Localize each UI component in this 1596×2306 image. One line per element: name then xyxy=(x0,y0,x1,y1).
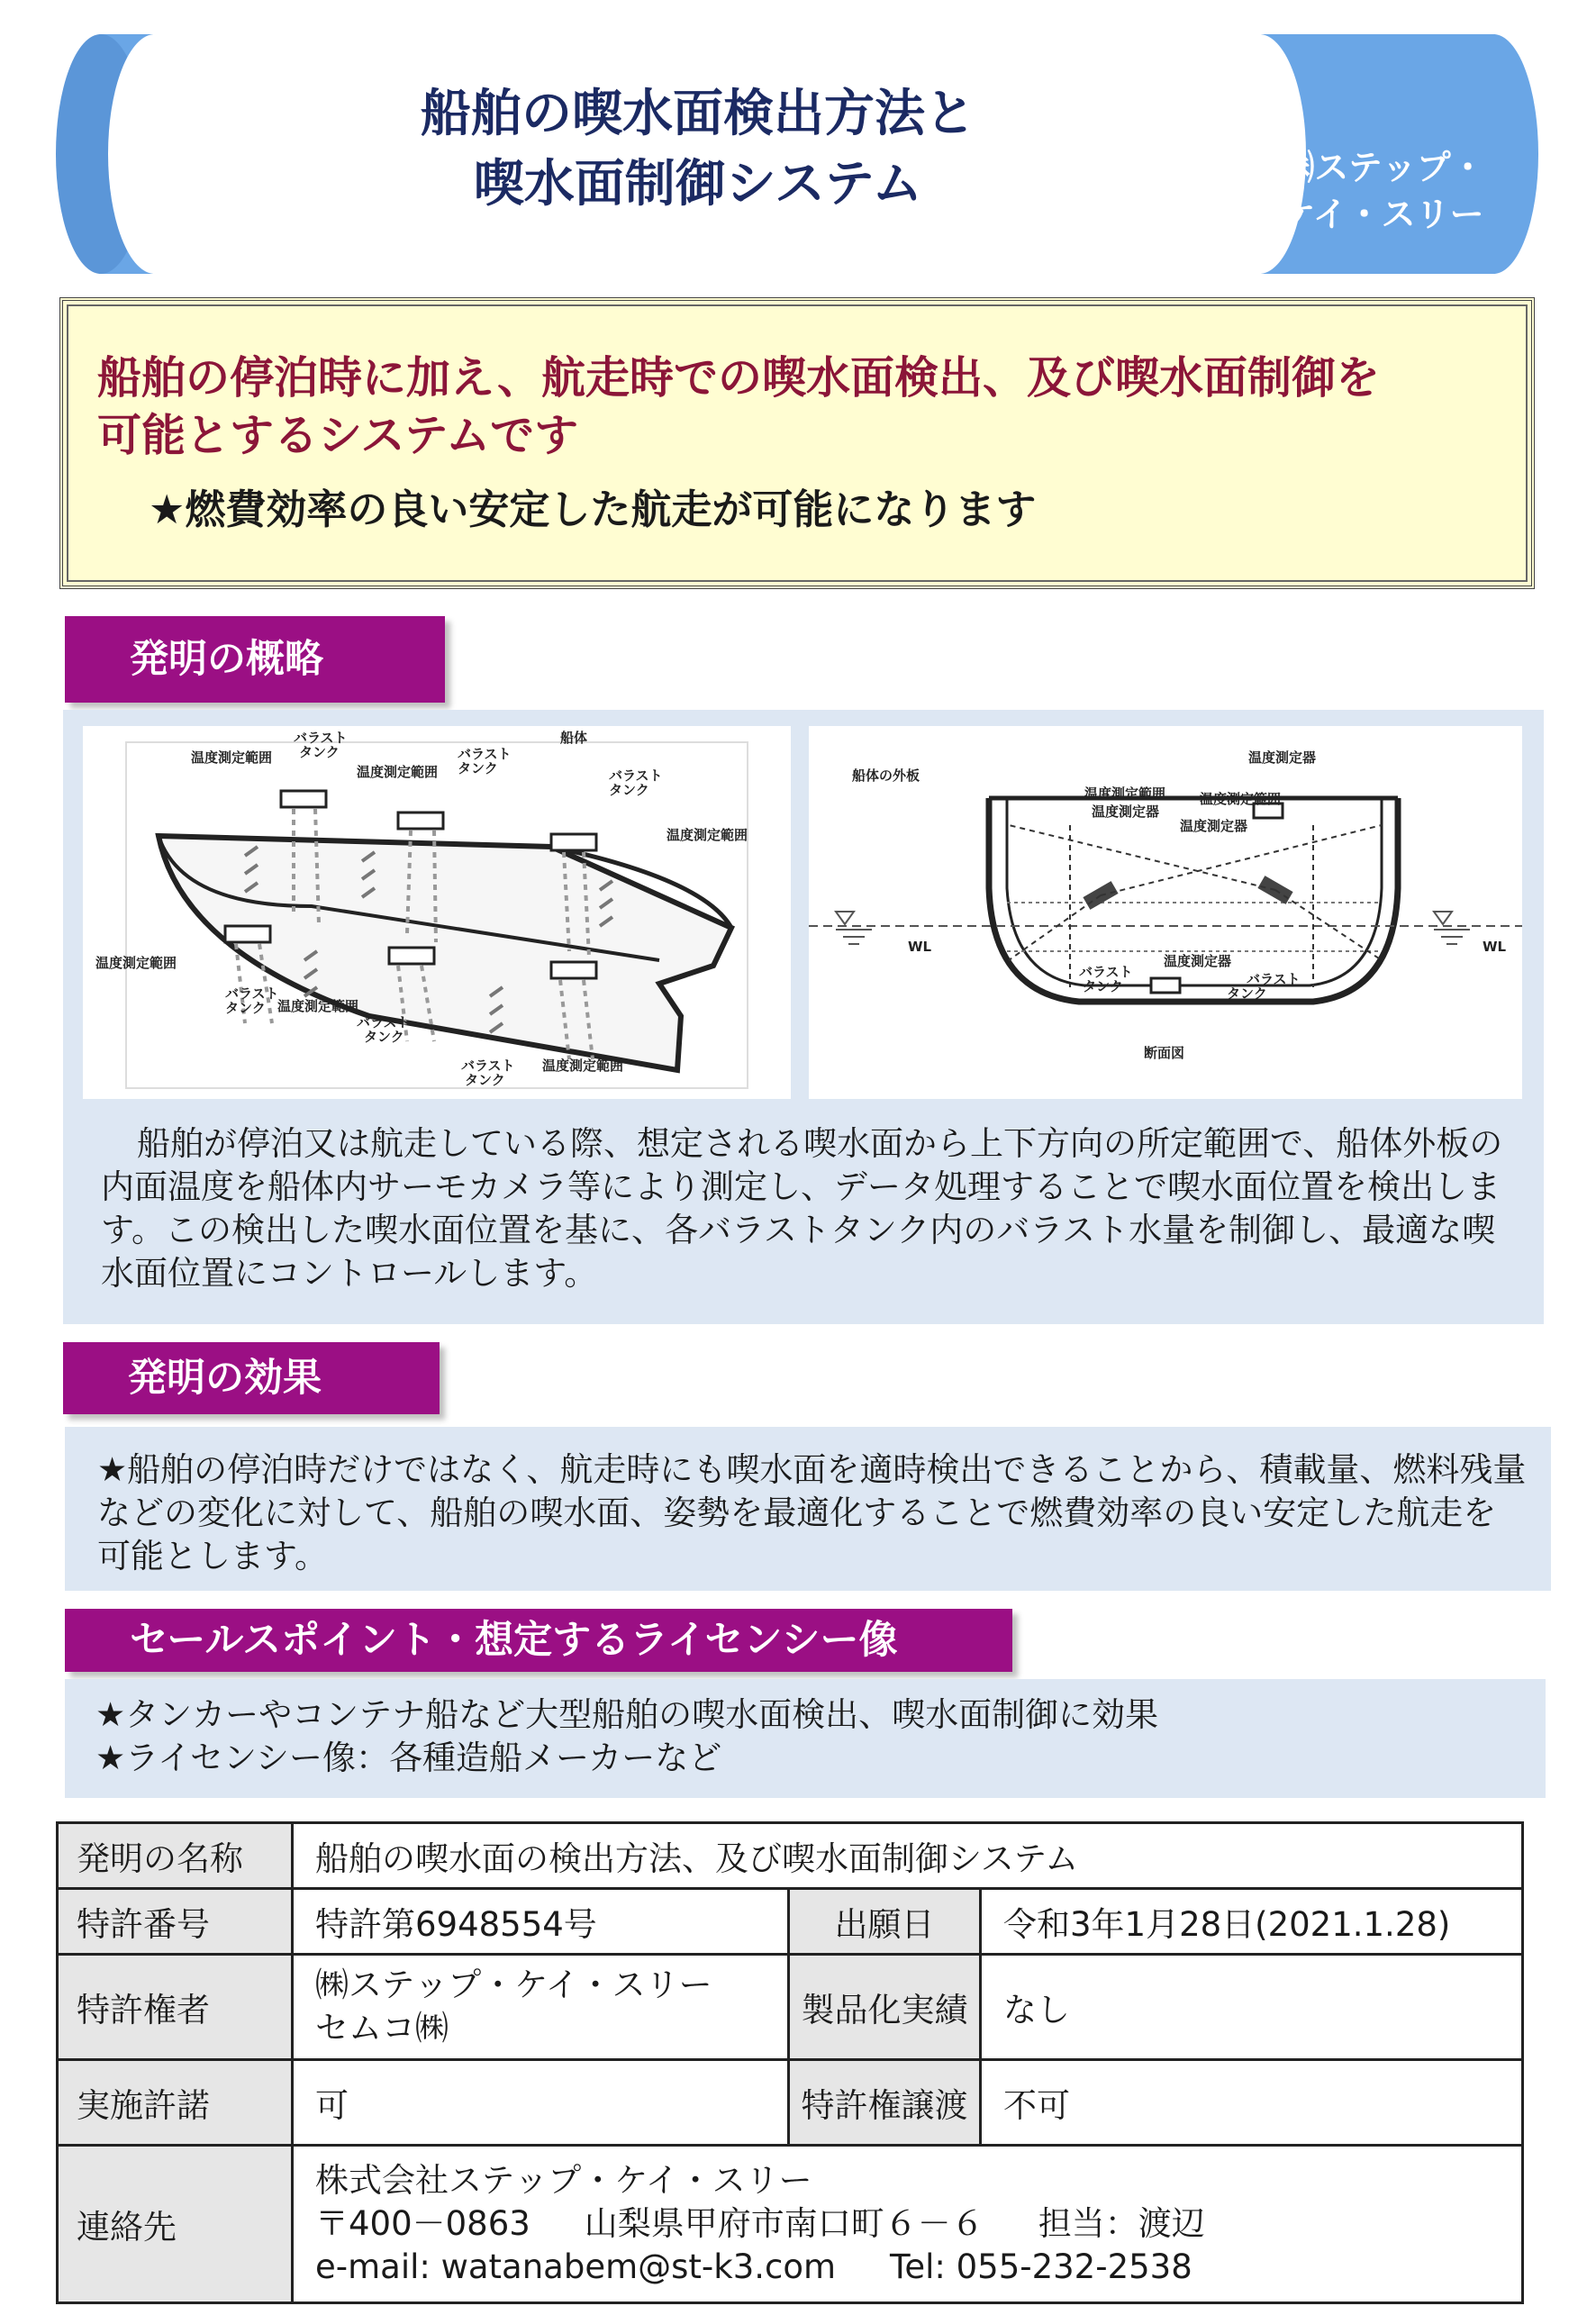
ship-section-figure xyxy=(809,726,1522,1099)
fig-label-ballast: バラスト xyxy=(225,985,279,1002)
fig-label-range: 温度測定範囲 xyxy=(95,955,177,971)
highlight-subtext: ★燃費効率の良い安定した航走が可能になります xyxy=(149,486,1037,533)
holder-line1: ㈱ステップ・ケイ・スリー xyxy=(315,1966,712,2004)
fig-label-range: 温度測定範囲 xyxy=(1084,785,1166,802)
filing-date-value: 令和3年1月28日(2021.1.28) xyxy=(981,1889,1523,1955)
section-heading-overview: 発明の概略 xyxy=(65,616,445,703)
table-row xyxy=(58,1889,1523,1955)
fig-label-hull: 船体 xyxy=(560,730,588,746)
fig-label-range: 温度測定範囲 xyxy=(667,827,748,843)
contact-postal: 〒400－0863 xyxy=(315,2204,530,2243)
product-label: 製品化実績 xyxy=(789,1955,981,2060)
contact-company: 株式会社ステップ・ケイ・スリー xyxy=(315,2161,812,2200)
contact-tel: Tel: 055-232-2538 xyxy=(890,2247,1192,2286)
fig-label-thermometer: 温度測定器 xyxy=(1180,818,1248,834)
effect-text: ★船舶の停泊時だけではなく、航走時にも喫水面を適時検出できることから、積載量、燃料残量などの変化に対して、船舶の喫水面、姿勢を最適化することで燃費効率の良い安定した航走を可能とします。 xyxy=(97,1450,1527,1575)
highlight-line2: 可能とするシステムです xyxy=(97,410,579,461)
fig-label-range: 温度測定範囲 xyxy=(277,998,359,1014)
fig-label-tank: タンク xyxy=(299,744,340,760)
sales-text xyxy=(95,1693,1519,1780)
fig-label-wl: WL xyxy=(1483,939,1507,955)
fig-label-ballast: バラスト xyxy=(609,767,663,784)
title-line2: 喫水面制御システム xyxy=(473,155,923,213)
title-line1: 船舶の喫水面検出方法と xyxy=(421,85,975,143)
contact-address-line xyxy=(315,2202,1500,2246)
name-value: 船舶の喫水面の検出方法、及び喫水面制御システム xyxy=(293,1823,1523,1889)
company-line2: ケイ・スリー xyxy=(1281,195,1484,234)
fig-label-ballast: バラスト xyxy=(294,730,348,746)
holder-label: 特許権者 xyxy=(58,1955,293,2060)
fig-label-wl: WL xyxy=(908,939,932,955)
company-line1: ㈱ステップ・ xyxy=(1280,148,1485,187)
fig-label-tank: タンク xyxy=(458,760,498,776)
sales-line2: ★ライセンシー像：各種造船メーカーなど xyxy=(95,1739,722,1777)
table-row xyxy=(58,2060,1523,2146)
fig-label-range: 温度測定範囲 xyxy=(1200,791,1282,807)
fig-label-ballast: バラスト xyxy=(1247,971,1301,987)
fig-label-tank: タンク xyxy=(225,1000,266,1016)
highlight-line1: 船舶の停泊時に加え、航走時での喫水面検出、及び喫水面制御を xyxy=(97,352,1380,404)
table-row xyxy=(58,1823,1523,1889)
fig-label-hull-plate: 船体の外板 xyxy=(852,767,920,784)
contact-label: 連絡先 xyxy=(58,2146,293,2303)
license-value: 可 xyxy=(293,2060,789,2146)
fig-label-tank: タンク xyxy=(1227,985,1267,1002)
filing-date-label: 出願日 xyxy=(789,1889,981,1955)
fig-label-tank: タンク xyxy=(609,782,649,798)
fig-label-ballast: バラスト xyxy=(357,1014,411,1030)
overview-text: 船舶が停泊又は航走している際、想定される喫水面から上下方向の所定範囲で、船体外板の内面温度を船体内サーモカメラ等により測定し、データ処理することで喫水面位置を検出します。この検出した喫水面位置を基に、各バラストタンク内のバラスト水量を制御し、最適な喫水面位置にコントロールします。 xyxy=(101,1124,1503,1293)
fig-label-section: 断面図 xyxy=(1144,1045,1185,1061)
holder-value xyxy=(293,1955,789,2060)
section-heading-sales: セールスポイント・想定するライセンシー像 xyxy=(65,1609,1012,1672)
page-title xyxy=(207,79,1189,220)
highlight-text xyxy=(97,350,1502,465)
holder-line2: セムコ㈱ xyxy=(315,2009,449,2047)
contact-value xyxy=(293,2146,1523,2303)
fig-label-ballast: バラスト xyxy=(458,746,512,762)
contact-reach-line xyxy=(315,2246,1500,2289)
contact-address: 山梨県甲府市南口町６－６ xyxy=(584,2204,984,2243)
fig-label-thermometer: 温度測定器 xyxy=(1092,803,1160,820)
fig-label-ballast: バラスト xyxy=(461,1058,515,1074)
fig-label-range: 温度測定範囲 xyxy=(191,749,273,766)
fig-label-ballast: バラスト xyxy=(1079,964,1133,980)
name-label: 発明の名称 xyxy=(58,1823,293,1889)
ship-perspective-figure xyxy=(83,726,791,1099)
fig-label-range: 温度測定範囲 xyxy=(542,1058,624,1074)
fig-label-tank: タンク xyxy=(1083,978,1123,994)
patent-no-value: 特許第6948554号 xyxy=(293,1889,789,1955)
fig-label-thermometer: 温度測定器 xyxy=(1248,749,1317,766)
patent-info-table xyxy=(56,1821,1524,2304)
contact-person: 担当：渡辺 xyxy=(1038,2204,1205,2243)
company-name xyxy=(1247,144,1518,238)
fig-label-tank: タンク xyxy=(364,1029,404,1045)
license-label: 実施許諾 xyxy=(58,2060,293,2146)
transfer-label: 特許権譲渡 xyxy=(789,2060,981,2146)
product-value: なし xyxy=(981,1955,1523,2060)
table-row xyxy=(58,1955,1523,2060)
table-row xyxy=(58,2146,1523,2303)
transfer-value: 不可 xyxy=(981,2060,1523,2146)
section-heading-effect: 発明の効果 xyxy=(63,1342,440,1414)
fig-label-thermometer: 温度測定器 xyxy=(1164,953,1232,969)
contact-email[interactable]: e-mail: watanabem@st-k3.com xyxy=(315,2247,837,2286)
patent-no-label: 特許番号 xyxy=(58,1889,293,1955)
fig-label-tank: タンク xyxy=(465,1072,505,1088)
fig-label-range: 温度測定範囲 xyxy=(357,764,439,780)
sales-line1: ★タンカーやコンテナ船など大型船舶の喫水面検出、喫水面制御に効果 xyxy=(95,1695,1159,1734)
